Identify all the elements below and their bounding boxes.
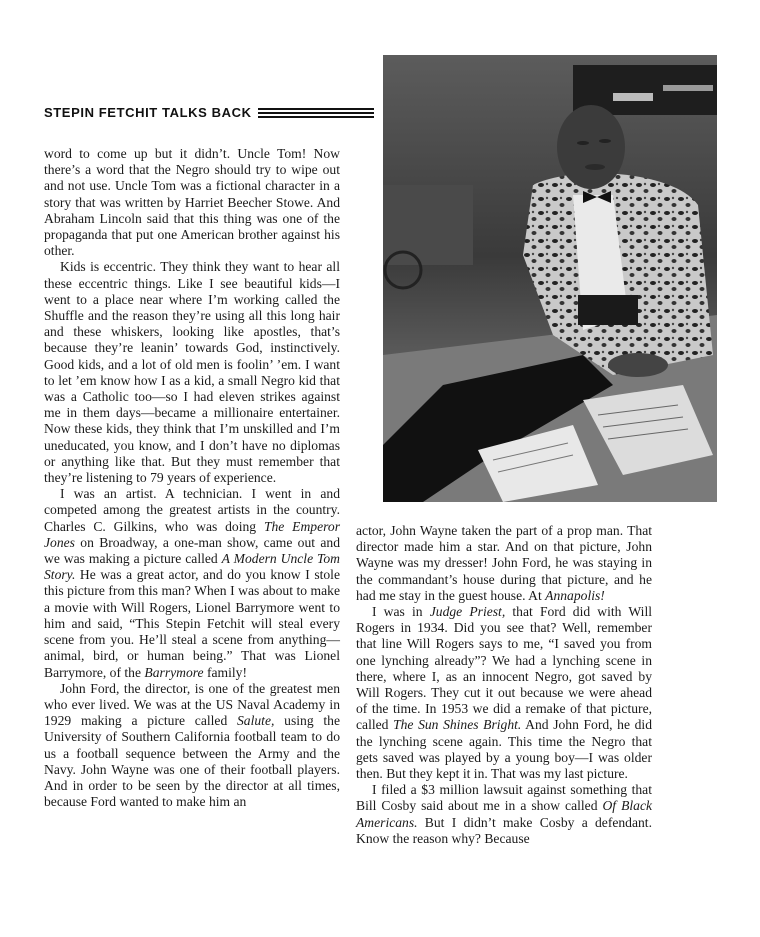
text-run: I was in	[372, 604, 430, 620]
right-column	[356, 523, 652, 847]
paragraph: Kids is eccentric. They think they want to hear all these eccentric things. Like I see beautiful kids—I went to a place near where I’m working called the Shuffle and the reason they’re using all this long hair and these whiskers, looking like apostles, that’s because they’re leanin’ towards God, instinctively. Good kids, and a lot of old men is foolin’ ’em. I want to let ’em know how I as a kid, a small Negro kid that was a Catholic too—so I had eleven strikes against me in them days—became a millionaire entertainer. Now these kids, they think that I’m unskilled and I’m uneducated, you know, and I don’t have no diplomas or anything like that. But they must remember that they’re listening to 79 years of experience.	[44, 259, 340, 486]
text-run: on Broadway, a one-man show, came out and we was making a picture called	[44, 534, 340, 567]
italic-place: Annapolis!	[545, 587, 605, 603]
photo-illustration	[383, 55, 717, 502]
text-run: He was a great actor, and do you know I stole this picture from this man? When I was about to make a movie with Will Rogers, Lionel Barrymore went to him and said, “This Stepin Fetchit will steal every scene from you. He’ll steal a scene from anything—animal, bird, or human being.” That was Lionel Barrymore, of the	[44, 567, 340, 680]
italic-title: A Modern Uncle Tom Story.	[44, 551, 340, 583]
italic-title: Salute,	[237, 713, 275, 729]
text-run: John Ford, the director, is one of the greatest men who ever lived. We was at the US Naval Academy in 1929 making a picture called	[44, 680, 340, 729]
italic-title: Of Black Americans.	[356, 798, 653, 830]
paragraph	[356, 604, 652, 782]
header-rules	[258, 108, 374, 120]
paragraph	[356, 523, 652, 604]
paragraph: word to come up but it didn’t. Uncle Tom! Now there’s a word that the Negro should try to wipe out and not use. Uncle Tom was a fictional character in a story that was written by Harriet Beecher Stowe. And Abraham Lincoln said that this thing was one of the propaganda that put one American brother against his other.	[44, 146, 340, 259]
running-head: STEPIN FETCHIT TALKS BACK	[44, 105, 252, 120]
text-run: using the University of Southern California football team to do us a football sequence between the Army and the Navy. John Wayne was one of their football players. And in order to be seen by the director at all times, because Ford wanted to make him an	[44, 713, 340, 810]
text-run: I filed a $3 million lawsuit against something that Bill Cosby said about me in a show called	[356, 782, 652, 814]
text-run: And John Ford, he did the lynching scene again. This time the Negro that gets saved was played by a young boy—I was older then. But they kept it in. That was my last picture.	[356, 717, 652, 782]
text-run: family!	[203, 664, 247, 680]
photo	[383, 55, 717, 502]
paragraph	[44, 486, 340, 680]
text-run: actor, John Wayne taken the part of a prop man. That director made him a star. And on that picture, John Wayne was my dresser! John Ford, he was staying in the commandant’s house during that picture, and he had me stay in the guest house. At	[356, 523, 652, 603]
left-column	[44, 146, 340, 810]
italic-title: Judge Priest,	[429, 604, 506, 620]
italic-name: Barrymore	[144, 664, 204, 680]
text-run: But I didn’t make Cosby a defendant. Know the reason why? Because	[356, 814, 652, 846]
paragraph	[44, 681, 340, 811]
italic-title: The Sun Shines Bright.	[393, 717, 522, 733]
italic-title: The Emperor Jones	[44, 518, 340, 550]
text-run: I was an artist. A technician. I went in and competed among the greatest artists in the country. Charles C. Gilkins, who was doing	[44, 486, 340, 534]
text-run: that Ford did with Will Rogers in 1934. Did you see that? Well, remember that line Will Rogers says to me, “I saved you from one lynching already”? We had a lynching scene in there, where I, as an innocent Negro, got saved by Will Rogers. They cut it out because we were ahead of the time. In 1953 we did a remake of that picture, called	[356, 604, 653, 733]
paragraph	[356, 782, 652, 847]
